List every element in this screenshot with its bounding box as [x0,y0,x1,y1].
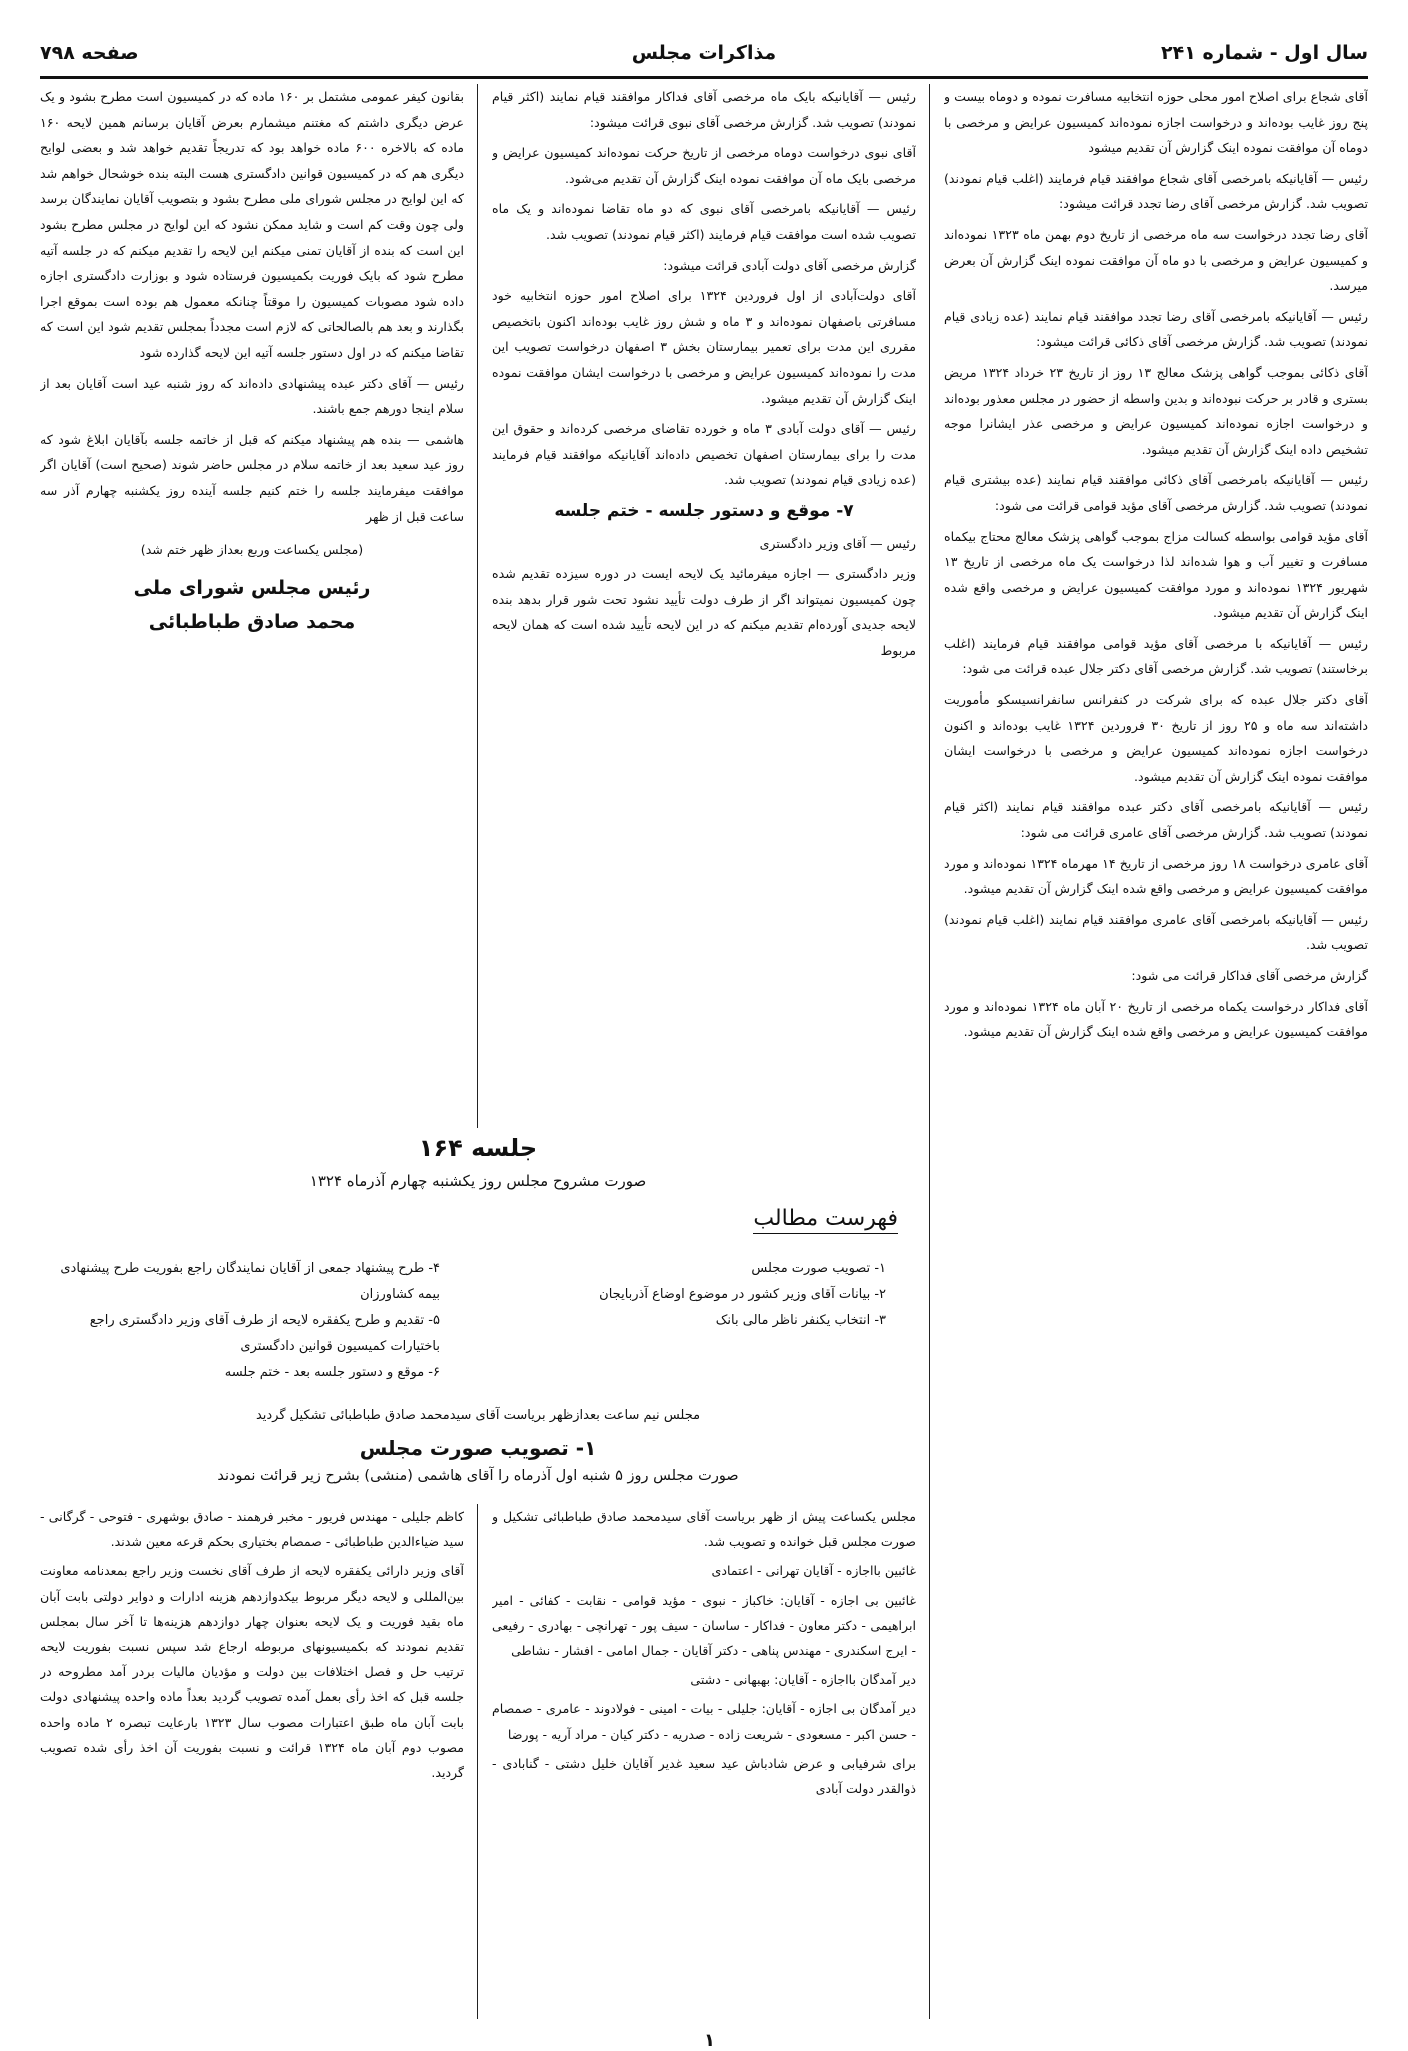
speaker-paragraph: رئیس — آقای دکتر عبده پیشنهادی داده‌اند که روز شنبه عید است آقایان بعد از سلام اینجا دورهم جمع باشند. [40,375,464,417]
speaker-paragraph: رئیس — آقایانیکه با مرخصی آقای مؤید قوامی موافقند قیام فرمایند (اغلب برخاستند) تصویب شد. گزارش مرخصی آقای دکتر جلال عبده قرائت می شود: [944,635,1368,677]
column-right [944,84,1368,2019]
paragraph: دیر آمدگان بااجازه - آقایان: بهبهانی - دشتی [690,1672,916,1688]
column-middle [492,84,916,1128]
toc-column-left [40,1256,440,1386]
paragraph: برای شرفیابی و عرض شادباش عید سعید غدیر آقایان خلیل دشتی - گنابادی - ذوالقدر دولت آبادی [492,1755,916,1797]
speaker-paragraph: رئیس — آقایانیکه بامرخصی آقای رضا تجدد موافقند قیام نمایند (عده زیادی قیام نمودند) تصویب شد. گزارش مرخصی آقای ذکائی قرائت میشود: [944,308,1368,350]
paragraph: آقای نبوی درخواست دوماه مرخصی از تاریخ حرکت نموده‌اند کمیسیون عرایض و مرخصی بایک ماه آن موافقت نموده اینک گزارش آن تقدیم می‌شود. [492,145,916,186]
paragraph: دیر آمدگان بی اجازه - آقایان: جلیلی - بیات - امینی - فولادوند - عامری - صمصام - حسن اکبر - مسعودی - شریعت زاده - صدریه - دکتر کیان - مراد آریه - پورضا [492,1701,916,1742]
paragraph: آقای عامری درخواست ۱۸ روز مرخصی از تاریخ ۱۴ مهرماه ۱۳۲۴ نموده‌اند و مورد موافقت کمیسیون عرایض و مرخصی واقع شده اینک گزارش آن تقدیم میشود. [944,855,1368,897]
column-left-lower [40,1504,464,2019]
publication-title: مذاکرات مجلس [631,42,777,64]
section-heading: ۷- موقع و دستور جلسه - ختم جلسه [554,500,854,521]
toc-item: ۳- انتخاب یکنفر ناظر مالی بانک [715,1313,886,1328]
column-divider [929,84,930,2019]
section-heading: ۱- تصویب صورت مجلس [359,1436,597,1460]
speaker-paragraph: رئیس — آقایانیکه بامرخصی آقای نبوی که دو ماه تقاضا نموده‌اند و یک ماه تصویب شده است موافقت قیام فرمایند (اکثر قیام نمودند) تصویب شد. [492,201,916,242]
paragraph: آقای شجاع برای اصلاح امور محلی حوزه انتخابیه مسافرت نموده و دوماه بیست و پنج روز غایب بوده‌اند و درخواست اجازه نموده‌اند کمیسیون عرایض و مرخصی با دوماه آن موافقت نموده اینک گزارش آن تقدیم میشود [944,89,1368,156]
opening-line: مجلس نیم ساعت بعدازظهر بریاست آقای سیدمحمد صادق طباطبائی تشکیل گردید [255,1408,701,1423]
issue-number: سال اول - شماره ۲۴۱ [1161,42,1368,64]
toc-item: ۲- بیانات آقای وزیر کشور در موضوع اوضاع آذربایجان [599,1287,886,1302]
page [40,36,1368,2051]
session-title: جلسه ۱۶۴ [418,1134,538,1162]
toc-item: ۵- تقدیم و طرح یکفقره لایحه از طرف آقای وزیر دادگستری راجع باختیارات کمیسیون قوانین دادگستری [89,1313,440,1354]
toc-item: ۱- تصویب صورت مجلس [751,1261,886,1276]
session-subtitle: صورت مشروح مجلس روز یکشنبه چهارم آذرماه ۱۳۲۴ [309,1172,647,1190]
speaker-paragraph: هاشمی — بنده هم پیشنهاد میکنم که قبل از خاتمه جلسه بآقایان ابلاغ شود که روز عید سعید بعد از خاتمه سلام در مجلس حاضر شوند (صحیح است) آقایان اگر موافقت میفرمایند جلسه را ختم کنیم جلسه آینده روز یکشنبه چهارم آذر سه ساعت قبل از ظهر [40,431,464,524]
toc-item: ۶- موقع و دستور جلسه بعد - ختم جلسه [224,1365,440,1380]
speaker-paragraph: رئیس — آقایانیکه بامرخصی آقای شجاع موافقند قیام فرمایند (اغلب قیام نمودند) تصویب شد. گزارش مرخصی آقای رضا تجدد قرائت میشود: [944,170,1368,212]
column-divider [477,84,478,1128]
paragraph: کاظم جلیلی - مهندس فریور - مخبر فرهمند - صادق بوشهری - فتوحی - گرگانی - سید ضیاءالدین طباطبائی - صمصام بختیاری بحکم قرعه معین شدند. [40,1509,464,1550]
paragraph: آقای وزیر دارائی یکفقره لایحه از طرف آقای نخست وزیر راجع بمعدنامه معاونت بین‌المللی و لایحه دیگر مربوط بیکدوازدهم هزینه ادارات و دوایر دولتی بابت آبان ماه بقید فوریت و یک لایحه بعنوان چهار دوازدهم هزینه‌ها تا آخر سال بمجلس تقدیم نمودند که بکمیسیونهای مربوطه ارجاع شد سپس نسبت بفوریت لایحه ترتیب حل و فصل اختلافات بین دولت و مؤدیان مالیات بردر آمد مطروحه در جلسه قبل که اخذ رأی بعمل آمده تصویب گردید بعداً ماده واحده پیشنهادی دولت بابت آبان ماه طبق اعتبارات مصوب سال ۱۳۲۳ بارعایت تبصره ۲ ماده واحده مصوب دوم آبان ماه ۱۳۲۴ قرائت و نسبت بفوریت آن اخذ رأی شده تصویب گردید. [40,1563,464,1781]
adjournment-note: (مجلس یکساعت وربع بعداز ظهر ختم شد) [140,542,364,558]
paragraph: آقای فداکار درخواست یکماه مرخصی از تاریخ ۲۰ آبان ماه ۱۳۲۴ نموده‌اند و مورد موافقت کمیسیون عرایض و مرخصی واقع شده اینک گزارش آن تقدیم میشود. [944,998,1368,1040]
speaker-paragraph: وزیر دادگستری — اجازه میفرمائید یک لایحه ایست در دوره سیزده تقدیم شده چون کمیسیون نمیتواند اگر از طرف دولت تأیید نشود تحت شور قرار بدهد بنده لایحه جدیدی آورده‌ام تقدیم میکنم که در این لایحه تأیید شده است که همان لایحه مربوط [492,566,916,658]
toc-column-right [466,1256,886,1334]
table-of-contents [40,1256,916,1406]
paragraph: گزارش مرخصی آقای فداکار قرائت می شود: [1131,968,1368,983]
speaker-paragraph: رئیس — آقای دولت آبادی ۳ ماه و خورده تقاضای مرخصی کرده‌اند و حقوق این مدت را برای بیمارستان اصفهان تخصیص داده‌اند آقایانیکه موافقند قیام فرمایند (عده زیادی قیام نمودند) تصویب شد. [492,421,916,488]
column-middle-lower [492,1504,916,2019]
column-divider [477,1504,478,2019]
paragraph: گزارش مرخصی آقای دولت آبادی قرائت میشود: [663,257,916,273]
paragraph: آقای رضا تجدد درخواست سه ماه مرخصی از تاریخ دوم بهمن ماه ۱۳۲۳ نموده‌اند و کمیسیون عرایض و مرخصی با دو ماه آن موافقت نموده اینک گزارش آن بعرض میرسد. [944,226,1368,294]
page-label: صفحه ۷۹۸ [40,42,139,64]
paragraph: غائبین بااجازه - آقایان تهرانی - اعتمادی [711,1563,916,1579]
section-subtitle: صورت مجلس روز ۵ شنبه اول آذرماه را آقای هاشمی (منشی) بشرح زیر قرائت نمودند [217,1468,739,1484]
speaker-paragraph: رئیس — آقایانیکه بامرخصی آقای عامری موافقند قیام نمایند (اغلب قیام نمودند) تصویب شد. [944,911,1368,953]
page-number: ۱ [704,2030,715,2051]
speaker-paragraph: رئیس — آقای وزیر دادگستری [759,535,916,551]
speaker-paragraph: رئیس — آقایانیکه بامرخصی آقای ذکائی موافقند قیام نمایند (عده بیشتری قیام نمودند) تصویب شد. گزارش مرخصی آقای مؤید قوامی قرائت می شود: [944,472,1368,513]
signature-name: محمد صادق طباطبائی [148,610,356,633]
paragraph: آقای دکتر جلال عبده که برای شرکت در کنفرانس سانفرانسیسکو مأموریت داشته‌اند سه ماه و ۲۵ روز از تاریخ ۳۰ فروردین ۱۳۲۴ غایب بوده‌اند و اکنون درخواست اجازه نموده‌اند کمیسیون عرایض و مرخصی با درخواست ایشان موافقت نموده اینک گزارش آن تقدیم میشود. [944,692,1368,784]
column-left [40,84,464,1128]
toc-item: ۴- طرح پیشنهاد جمعی از آقایان نمایندگان راجع بفوریت طرح پیشنهادی بیمه کشاورزان [60,1261,440,1302]
speaker-paragraph: رئیس — آقایانیکه بایک ماه مرخصی آقای فداکار موافقند قیام نمایند (اکثر قیام نمودند) تصویب شد. گزارش مرخصی آقای نبوی قرائت میشود: [492,89,916,130]
page-header [40,36,1368,79]
speaker-paragraph: رئیس — آقایانیکه بامرخصی آقای دکتر عبده موافقند قیام نمایند (اکثر قیام نمودند) تصویب شد. گزارش مرخصی آقای عامری قرائت می شود: [944,799,1368,841]
toc-title: فهرست مطالب [753,1206,898,1234]
paragraph: مجلس یکساعت پیش از ظهر بریاست آقای سیدمحمد صادق طباطبائی تشکیل و صورت مجلس قبل خوانده و تصویب شد. [492,1509,916,1550]
paragraph: غائبین بی اجازه - آقایان: خاکباز - نبوی - مؤید قوامی - نقابت - کفائی - امیر ابراهیمی - دکتر معاون - فداکار - ساسان - سیف پور - تهرانچی - بهادری - رفیعی - ایرج اسکندری - مهندس پناهی - دکتر آقایان - جمال امامی - افشار - نشاطی [492,1592,916,1659]
paragraph: آقای دولت‌آبادی از اول فروردین ۱۳۲۴ برای اصلاح امور حوزه انتخابیه خود مسافرتی باصفهان نموده‌اند و ۳ ماه و شش روز غایب بوده‌اند اکنون باتخصیص مقرری این مدت برای تعمیر بیمارستان بخش ۳ اصفهان درخواست تصویب این مدت را نموده‌اند کمیسیون عرایض و مرخصی با درخواست ایشان موافقت نموده اینک گزارش آن تقدیم میشود. [492,288,916,406]
paragraph: آقای ذکائی بموجب گواهی پزشک معالج ۱۳ روز از تاریخ ۲۳ خرداد ۱۳۲۴ مریض بستری و قادر بر حرکت نبوده‌اند و بدین واسطه از حضور در مجلس معذور بوده‌اند و درخواست اجازه نموده‌اند کمیسیون عرایض و مرخصی عذر ایشانرا موجه تشخیص داده اینک گزارش آن تقدیم میشود. [944,364,1368,457]
paragraph: بقانون کیفر عمومی مشتمل بر ۱۶۰ ماده که در کمیسیون است مطرح بشود و یک عرض دیگری داشتم که مغتنم میشمارم بعرض آقایان برسانم همین لایحه ۱۶۰ ماده که بالاخره ۶۰۰ ماده خواهد بود که تدریجاً تقدیم خواهد شد و بعضی لوایح دیگری هم که در کمیسیون قوانین دادگستری هست البته بنده خوشحال خواهم شد که این لوایح در مجلس شورای ملی مطرح بشود و بتصویب آقایان نمایندگان برسد ولی چون وقت کم است و شاید ممکن نشود که این لوایح در مجلس مطرح بشود این است که بنده از آقایان تمنی میکنم این لایحه را تقدیم میکنم که در جلسه آتیه مطرح شود که بایک فوریت بکمیسیون فرستاده شود و بوزارت دادگستری اجازه داده شود مصوبات کمیسیون را موقتاً چنانکه معمول هم بوده است بموقع اجرا بگذارند و بعد هم بالصالحاتی که لازم است مجدداً بمجلس تقدیم شود این است که تقاضا میکنم که در اول دستور جلسه آتیه این لایحه گذارده شود [40,89,464,360]
paragraph: آقای مؤید قوامی بواسطه کسالت مزاج بموجب گواهی پزشک معالج محتاج بیکماه مسافرت و تغییر آب و هوا شده‌اند لذا درخواست یک ماه مرخصی از تاریخ ۱۳ شهریور ۱۳۲۴ نموده‌اند و مورد موافقت کمیسیون عرایض و مرخصی واقع شده اینک گزارش آن تقدیم میشود. [944,528,1368,621]
signature-title: رئیس مجلس شورای ملی [133,576,371,599]
